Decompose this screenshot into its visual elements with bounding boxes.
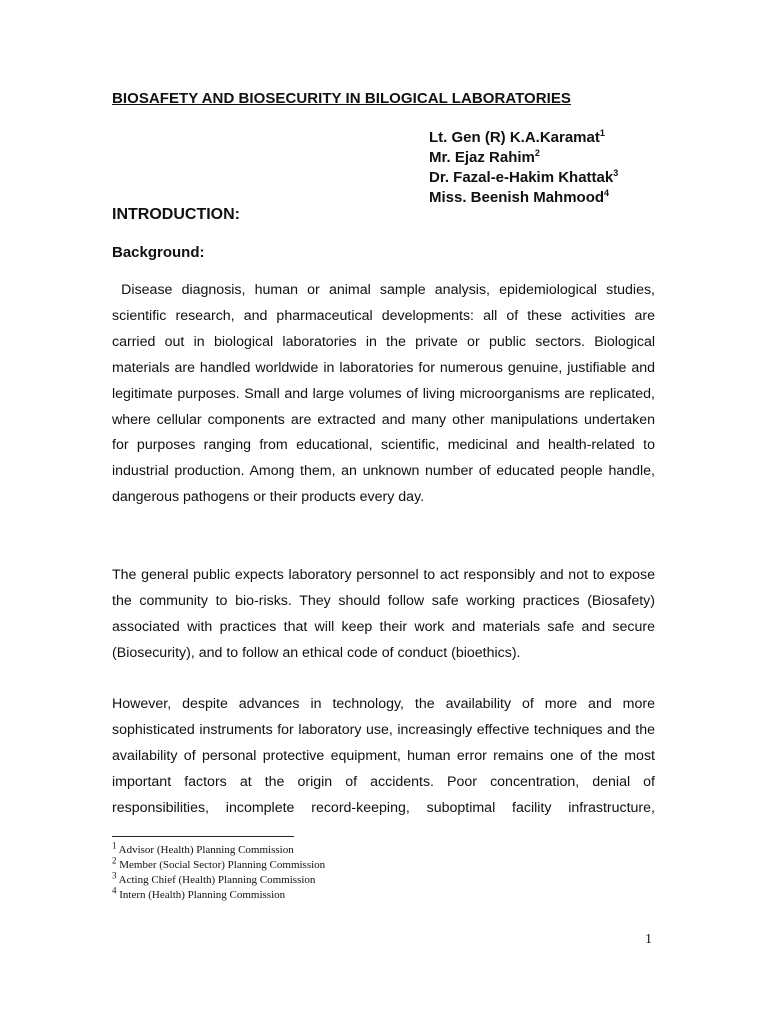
author-footnote-marker: 2 xyxy=(534,148,540,158)
footnote-marker: 4 xyxy=(112,885,117,896)
author-footnote-marker: 1 xyxy=(599,128,605,138)
section-heading: INTRODUCTION: xyxy=(112,206,240,223)
author-name: Miss. Beenish Mahmood xyxy=(429,189,605,206)
footnote-2 xyxy=(112,855,326,873)
page-number: 1 xyxy=(645,932,652,947)
footnote-3 xyxy=(112,870,325,888)
author-name: Lt. Gen (R) K.A.Karamat xyxy=(429,129,600,146)
author-4 xyxy=(429,188,618,208)
footnote-marker: 3 xyxy=(112,870,117,881)
footnote-4 xyxy=(112,885,325,903)
footnotes xyxy=(112,840,326,903)
footnote-text: Member (Social Sector) Planning Commission xyxy=(116,859,326,871)
footnote-text: Intern (Health) Planning Commission xyxy=(116,889,286,901)
footnote-1 xyxy=(112,840,325,858)
author-name: Dr. Fazal-e-Hakim Khattak xyxy=(429,169,614,186)
footnote-separator xyxy=(112,836,294,837)
body-paragraph-1: Disease diagnosis, human or animal sample analysis, epidemiological studies, scientific research, and pharmaceutical developments: all of these activities are carried out in biological laboratories in the private or public sectors. Biological materials are handled worldwide in laboratories for numerous genuine, justifiable and legitimate purposes. Small and large volumes of living microorganisms are replicated, where cellular components are extracted and many other manipulations undertaken for purposes ranging from educational, scientific, medicinal and health-related to industrial production. Among them, an unknown number of educated people handle, dangerous pathogens or their products every day. xyxy=(112,282,659,506)
document-title: BIOSAFETY AND BIOSECURITY IN BILOGICAL LABORATORIES xyxy=(112,90,571,107)
author-list xyxy=(429,128,618,208)
author-1 xyxy=(429,128,618,148)
footnote-text: Advisor (Health) Planning Commission xyxy=(116,844,294,856)
subsection-heading: Background: xyxy=(112,244,205,261)
footnote-marker: 1 xyxy=(112,840,117,851)
footnote-marker: 2 xyxy=(112,855,117,866)
body-paragraph-2: The general public expects laboratory personnel to act responsibly and not to expose the community to bio-risks. They should follow safe working practices (Biosafety) associated with practices that will keep their work and materials safe and secure (Biosecurity), and to follow an ethical code of conduct (bioethics). xyxy=(112,567,655,661)
author-footnote-marker: 3 xyxy=(613,168,619,178)
body-paragraph-3: However, despite advances in technology, the availability of more and more sophisticated instruments for laboratory use, increasingly effective techniques and the availability of personal protective equipment, human error remains one of the most important factors at the origin of accidents. Poor concentration, denial of responsibilities, incomplete record-keeping, suboptimal facility infrastructure, xyxy=(112,696,655,816)
footnote-text: Acting Chief (Health) Planning Commission xyxy=(116,874,316,886)
author-3 xyxy=(429,168,618,188)
author-footnote-marker: 4 xyxy=(604,188,610,198)
author-2 xyxy=(429,148,618,168)
author-name: Mr. Ejaz Rahim xyxy=(429,149,535,166)
